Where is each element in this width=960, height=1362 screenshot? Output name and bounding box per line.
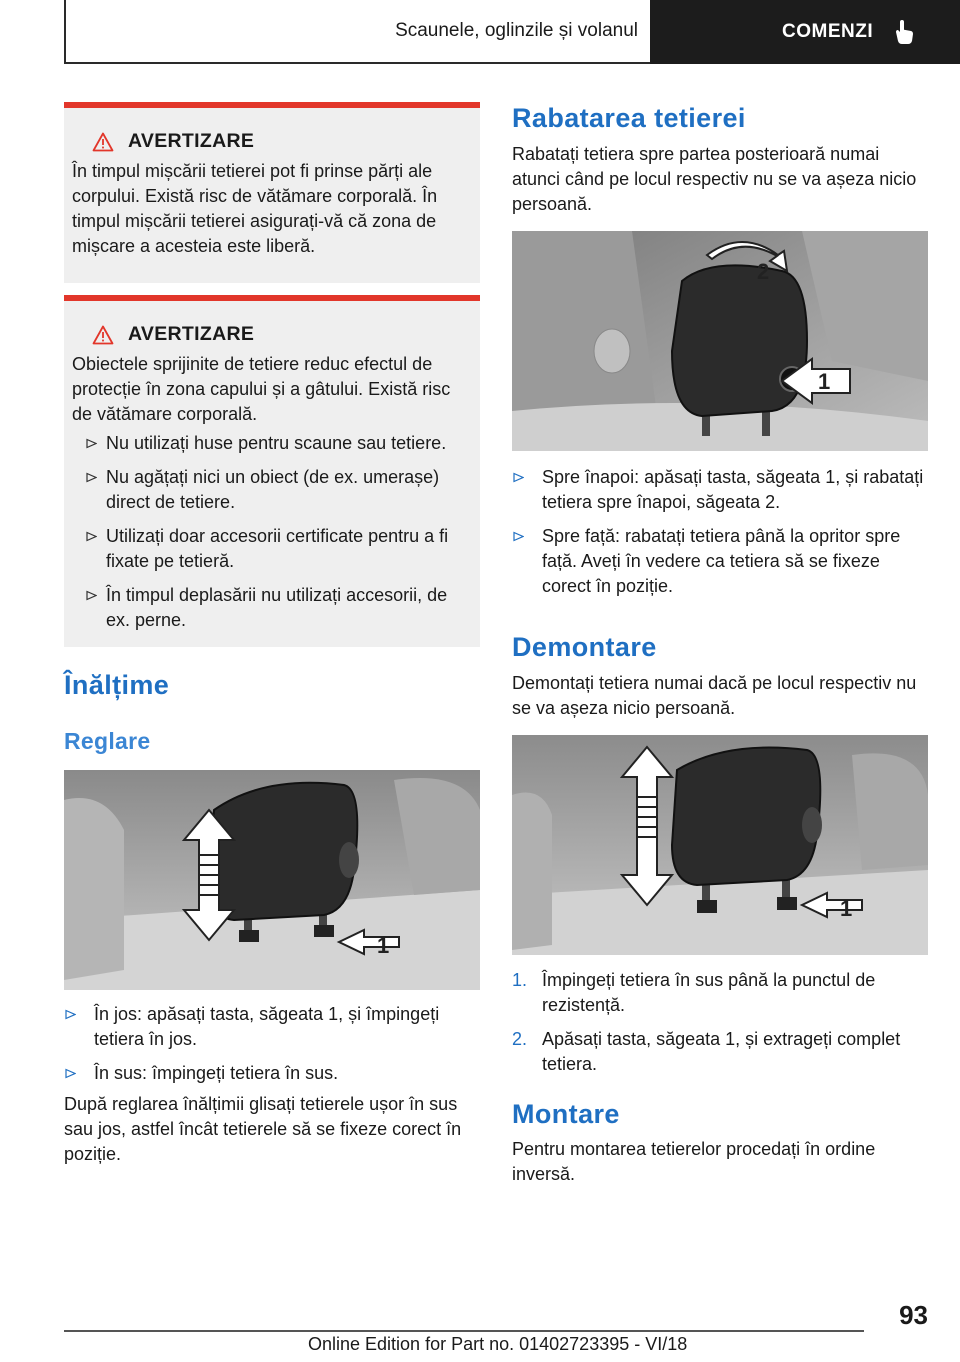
warning-box-2 (64, 295, 480, 647)
mounting-text: Pentru montarea tetierelor procedați în ordine inversă. (512, 1139, 876, 1184)
figure-label-1: 1 (377, 933, 390, 958)
warning-triangle-icon (92, 325, 114, 345)
list-item: Utilizați doar accesorii certificate pentru a fi fixate pe tetieră. (72, 524, 470, 574)
step-number: 1. (512, 970, 528, 990)
list-item: Spre înapoi: apăsați tasta, săgeata 1, și rabatați tetiera spre înapoi, săgeata 2. (512, 465, 928, 515)
figure-headrest-removal (512, 735, 928, 955)
section-title: Scaunele, oglinzile și volanul (395, 20, 638, 41)
triangle-bullet-icon (86, 531, 97, 542)
figure-label-1: 1 (840, 896, 853, 921)
list-item: În sus: împingeți tetiera în sus. (64, 1061, 480, 1086)
triangle-bullet-icon (513, 472, 524, 483)
chapter-tab-label: COMENZI (782, 21, 874, 42)
figure-label-2: 2 (757, 259, 770, 284)
footer-edition: Online Edition for Part no. 01402723395 - VI/18 (308, 1334, 688, 1354)
figure-headrest-height (64, 770, 480, 990)
warning-list (72, 431, 470, 633)
triangle-bullet-icon (65, 1009, 76, 1020)
triangle-bullet-icon (86, 590, 97, 601)
warning-box-1 (64, 102, 480, 283)
warning-text-2: Obiectele sprijinite de tetiere reduc efectul de protecție în zona capului și a gâtului. Există risc de vătămare corporală. (72, 354, 451, 424)
list-item: Spre față: rabatați tetiera până la opritor spre față. Aveți în vedere ca tetiera să se fixeze corect în poziție. (512, 524, 928, 599)
triangle-bullet-icon (86, 438, 97, 449)
list-item: 2. Apăsați tasta, săgeata 1, și extrageți complet tetiera. (512, 1029, 901, 1074)
subheading-adjust: Reglare (64, 728, 151, 754)
removal-steps (512, 968, 928, 1086)
headrest-folding-illustration (512, 231, 928, 451)
warning-text-1: În timpul mișcării tetierei pot fi prinse părți ale corpului. Există risc de vătămare corporală. În timpul mișcării tetierei asigurați-vă că zona de mișcare a acesteia este liberă. (72, 161, 438, 256)
folding-steps (512, 465, 928, 608)
header-left-rule (64, 0, 66, 64)
heading-folding: Rabatarea tetierei (512, 103, 746, 133)
triangle-bullet-icon (513, 531, 524, 542)
heading-removal: Demontare (512, 632, 657, 662)
height-steps (64, 1002, 480, 1095)
step-number: 2. (512, 1029, 528, 1049)
heading-mounting: Montare (512, 1099, 620, 1129)
headrest-removal-illustration (512, 735, 928, 955)
folding-intro: Rabatați tetiera spre partea posterioară numai atunci când pe locul respectiv nu se va așeza nicio persoană. (512, 144, 917, 214)
warning-title-2: AVERTIZARE (72, 323, 470, 346)
footer-rule (64, 1330, 864, 1332)
warning-triangle-icon (92, 132, 114, 152)
list-item: Nu utilizați huse pentru scaune sau tetiere. (72, 431, 470, 456)
list-item: Nu agățați nici un obiect (de ex. umerașe) direct de tetiere. (72, 465, 470, 515)
hand-pointer-icon (893, 19, 915, 45)
list-item: 1. Împingeți tetiera în sus până la punctul de rezistență. (512, 970, 876, 1015)
removal-intro: Demontați tetiera numai dacă pe locul respectiv nu se va așeza nicio persoană. (512, 673, 917, 718)
headrest-height-illustration (64, 770, 480, 990)
height-note: După reglarea înălțimii glisați tetierele ușor în sus sau jos, astfel încât tetierele să se fixeze corect în poziție. (64, 1094, 462, 1164)
chapter-tab[interactable] (650, 0, 960, 64)
triangle-bullet-icon (65, 1068, 76, 1079)
list-item: În jos: apăsați tasta, săgeata 1, și împingeți tetiera în jos. (64, 1002, 480, 1052)
figure-headrest-folding (512, 231, 928, 451)
heading-height: Înălțime (64, 670, 170, 700)
triangle-bullet-icon (86, 472, 97, 483)
figure-label-1: 1 (818, 369, 831, 394)
list-item: În timpul deplasării nu utilizați accesorii, de ex. perne. (72, 583, 470, 633)
warning-title-1: AVERTIZARE (72, 130, 470, 153)
header-bottom-rule (64, 62, 650, 64)
page-number: 93 (899, 1300, 928, 1330)
